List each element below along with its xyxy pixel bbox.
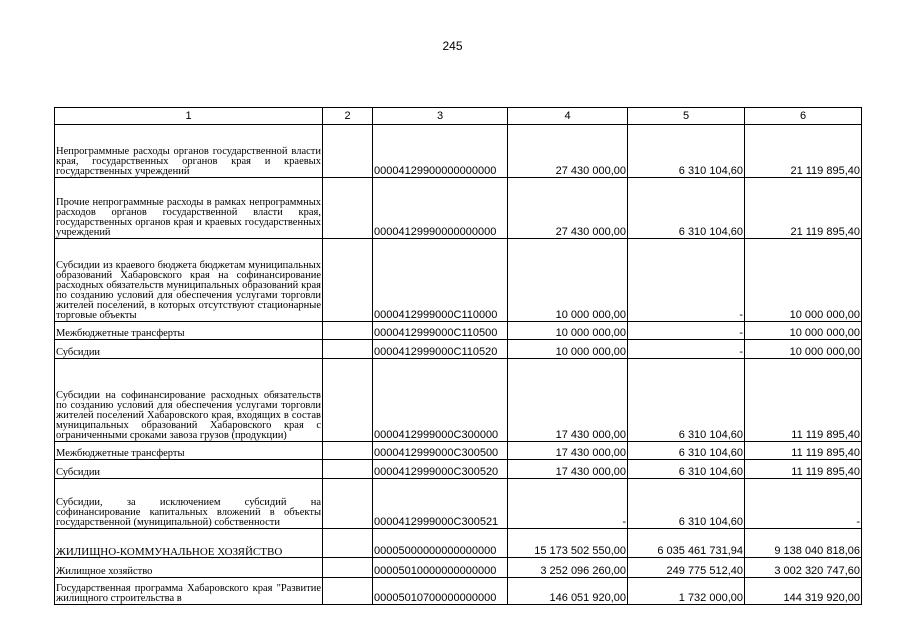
row-value-4: 10 000 000,00 xyxy=(508,239,628,322)
budget-table xyxy=(54,107,862,605)
row-value-6: 21 119 895,40 xyxy=(745,125,862,178)
header-cell-5: 5 xyxy=(628,108,745,125)
row-name: Прочие непрограммные расходы в рамках непрограммных расходов органов государственной власти края, государственных органов края и краевых государственных учреждений xyxy=(55,178,323,239)
row-name: ЖИЛИЩНО-КОММУНАЛЬНОЕ ХОЗЯЙСТВО xyxy=(55,529,323,558)
header-cell-4: 4 xyxy=(508,108,628,125)
header-cell-1: 1 xyxy=(55,108,323,125)
row-col2 xyxy=(323,239,373,322)
row-code: 00004129900000000000 xyxy=(373,125,508,178)
row-name: Жилищное хозяйство xyxy=(55,558,323,578)
table-row xyxy=(55,558,862,578)
row-value-6: 10 000 000,00 xyxy=(745,340,862,359)
row-code: 0000412999000С110000 xyxy=(373,239,508,322)
table-row xyxy=(55,125,862,178)
row-value-6: 10 000 000,00 xyxy=(745,239,862,322)
row-value-6: 9 138 040 818,06 xyxy=(745,529,862,558)
row-code: 0000412999000С110520 xyxy=(373,340,508,359)
table-row xyxy=(55,529,862,558)
row-value-6: 11 119 895,40 xyxy=(745,460,862,479)
row-col2 xyxy=(323,558,373,578)
page-number: 245 xyxy=(442,39,463,53)
row-value-4: 10 000 000,00 xyxy=(508,340,628,359)
row-value-5: - xyxy=(628,239,745,322)
row-name: Межбюджетные трансферты xyxy=(55,442,323,460)
row-value-5: 6 310 104,60 xyxy=(628,479,745,529)
row-value-5: 6 310 104,60 xyxy=(628,125,745,178)
row-value-5: 6 310 104,60 xyxy=(628,178,745,239)
row-value-4: 10 000 000,00 xyxy=(508,322,628,340)
table-row xyxy=(55,239,862,322)
row-value-4: - xyxy=(508,479,628,529)
table-row xyxy=(55,359,862,442)
row-value-5: 6 310 104,60 xyxy=(628,442,745,460)
row-code: 0000412999000С300500 xyxy=(373,442,508,460)
row-value-5: 249 775 512,40 xyxy=(628,558,745,578)
table-row xyxy=(55,479,862,529)
row-col2 xyxy=(323,479,373,529)
header-row xyxy=(55,108,862,125)
header-cell-3: 3 xyxy=(373,108,508,125)
row-col2 xyxy=(323,340,373,359)
row-value-6: 10 000 000,00 xyxy=(745,322,862,340)
row-name: Субсидии xyxy=(55,340,323,359)
header-cell-6: 6 xyxy=(745,108,862,125)
table-row xyxy=(55,178,862,239)
row-value-5: 6 310 104,60 xyxy=(628,359,745,442)
row-value-5: 1 732 000,00 xyxy=(628,578,745,605)
row-name: Непрограммные расходы органов государственной власти края, государственных органов края и краевых государственных учреждений xyxy=(55,125,323,178)
header-cell-2: 2 xyxy=(323,108,373,125)
row-value-6: 11 119 895,40 xyxy=(745,359,862,442)
row-value-5: - xyxy=(628,322,745,340)
row-value-6: 144 319 920,00 xyxy=(745,578,862,605)
row-name: Субсидии, за исключением субсидий на софинансирование капитальных вложений в объекты государственной (муниципальной) собственности xyxy=(55,479,323,529)
row-col2 xyxy=(323,460,373,479)
row-value-5: - xyxy=(628,340,745,359)
row-col2 xyxy=(323,359,373,442)
row-value-4: 17 430 000,00 xyxy=(508,442,628,460)
row-code: 0000412999000С300000 xyxy=(373,359,508,442)
row-col2 xyxy=(323,322,373,340)
row-col2 xyxy=(323,178,373,239)
row-value-5: 6 310 104,60 xyxy=(628,460,745,479)
row-code: 00005010700000000000 xyxy=(373,578,508,605)
table-row xyxy=(55,460,862,479)
row-code: 0000412999000С300521 xyxy=(373,479,508,529)
row-value-4: 3 252 096 260,00 xyxy=(508,558,628,578)
row-name: Субсидии xyxy=(55,460,323,479)
row-value-4: 15 173 502 550,00 xyxy=(508,529,628,558)
row-value-6: 11 119 895,40 xyxy=(745,442,862,460)
row-value-4: 17 430 000,00 xyxy=(508,359,628,442)
table-row xyxy=(55,340,862,359)
table-row xyxy=(55,442,862,460)
row-code: 00005010000000000000 xyxy=(373,558,508,578)
row-col2 xyxy=(323,529,373,558)
row-name: Субсидии на софинансирование расходных обязательств по созданию условий для обеспечения услугами торговли жителей поселений Хабаровского края, входящих в состав муниципальных образований Хабаровского края с ограниченными сроками завоза грузов (продукции) xyxy=(55,359,323,442)
row-col2 xyxy=(323,125,373,178)
row-value-4: 27 430 000,00 xyxy=(508,125,628,178)
row-code: 0000412999000С110500 xyxy=(373,322,508,340)
row-name: Субсидии из краевого бюджета бюджетам муниципальных образований Хабаровского края на софинансирование расходных обязательств муниципальных образований края по созданию условий для обеспечения услугами торговли жителей поселений, в которых отсутствуют стационарные торговые объекты xyxy=(55,239,323,322)
row-name: Государственная программа Хабаровского края "Развитие жилищного строительства в xyxy=(55,578,323,605)
row-value-4: 17 430 000,00 xyxy=(508,460,628,479)
row-value-5: 6 035 461 731,94 xyxy=(628,529,745,558)
row-name: Межбюджетные трансферты xyxy=(55,322,323,340)
row-value-6: 3 002 320 747,60 xyxy=(745,558,862,578)
table-row xyxy=(55,322,862,340)
row-col2 xyxy=(323,578,373,605)
table-row xyxy=(55,578,862,605)
row-value-6: - xyxy=(745,479,862,529)
row-value-4: 146 051 920,00 xyxy=(508,578,628,605)
row-value-6: 21 119 895,40 xyxy=(745,178,862,239)
row-col2 xyxy=(323,442,373,460)
row-code: 00004129990000000000 xyxy=(373,178,508,239)
row-value-4: 27 430 000,00 xyxy=(508,178,628,239)
row-code: 00005000000000000000 xyxy=(373,529,508,558)
row-code: 0000412999000С300520 xyxy=(373,460,508,479)
